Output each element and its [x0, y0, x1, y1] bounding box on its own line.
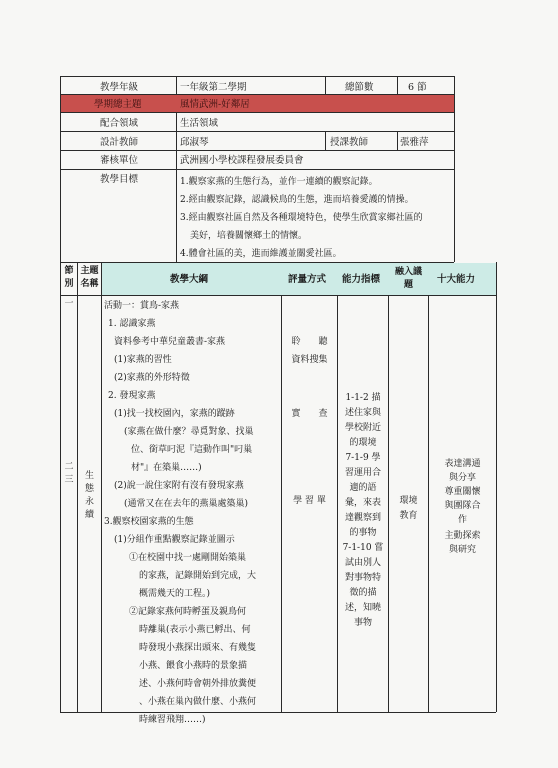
- periods-label: 總節數: [345, 82, 374, 93]
- outline-line: 小燕、餵食小燕時的景象描: [139, 661, 248, 671]
- outline-line: (2)家燕的外形特徵: [114, 373, 190, 383]
- teacher-value: 張雅萍: [400, 137, 429, 148]
- outline-line: (通常又在在去年的燕巢處築巢): [124, 499, 249, 509]
- periods-value: 6 節: [408, 82, 427, 93]
- assessment-worksheet: 學 習 單: [293, 496, 326, 506]
- ability-line: 尊重關懷: [444, 487, 481, 497]
- goal-item: 3.經由觀察社區自然及各種環境特色，使學生欣賞家鄉社區的: [180, 213, 423, 223]
- designer-label: 設計教師: [100, 137, 139, 148]
- indicator-line: 1-1-2 描: [345, 393, 381, 403]
- topic-name: 生 態 永 續: [84, 471, 94, 520]
- grade-value: 一年級第二學期: [180, 82, 247, 93]
- outline-line: 述、小燕何時會朝外排放糞便: [139, 679, 257, 689]
- ability-line: 表達溝通: [444, 459, 481, 469]
- assessment-listen: 聆 聽: [291, 337, 328, 347]
- week-top: 一: [64, 299, 74, 309]
- header-indicators: 能力指標: [342, 274, 381, 285]
- indicator-line: 對事物特: [344, 573, 381, 583]
- outline-line: 時練習飛翔……): [139, 715, 206, 725]
- goals-label: 教學目標: [100, 174, 139, 185]
- indicator-line: 的事物: [349, 528, 377, 538]
- indicator-line: 事物: [353, 618, 372, 628]
- header-outline: 教學大綱: [170, 274, 209, 285]
- assessment-inspect: 實 查: [291, 409, 328, 419]
- outline-line: 材"』在築巢……): [131, 463, 202, 473]
- assessment-collect: 資料搜集: [291, 355, 328, 365]
- ability-line: 作: [457, 515, 467, 525]
- theme-value: 風情武洲-好鄰居: [180, 99, 250, 110]
- header-assessment: 評量方式: [288, 274, 327, 285]
- indicator-line: 習運用合: [344, 468, 381, 478]
- header-integration: 融入議 題: [394, 267, 422, 290]
- outline-line: (1)找一找校園內，家燕的蹤跡: [114, 409, 235, 419]
- outline-line: 2. 發現家燕: [108, 391, 156, 401]
- indicator-line: 彙，來表: [344, 498, 381, 508]
- outline-line: ①在校園中找一處剛開始築巢: [129, 553, 247, 563]
- indicator-line: 試由別人: [344, 558, 381, 568]
- ability-line: 主動探索: [444, 531, 481, 541]
- indicator-line: 學校附近: [344, 423, 381, 433]
- ability-line: 與分享: [448, 473, 476, 483]
- indicator-line: 的環境: [349, 438, 377, 448]
- ability-line: 與研究: [448, 545, 476, 555]
- review-value: 武洲國小學校課程發展委員會: [180, 155, 304, 166]
- outline-line: 1. 認識家燕: [108, 319, 156, 329]
- outline-line: 時離巢(表示小燕已孵出、何: [139, 625, 251, 635]
- indicator-line: 徵的描: [349, 588, 377, 598]
- header-topic: 主題 名稱: [80, 266, 99, 289]
- grade-label: 教學年級: [100, 82, 139, 93]
- outline-line: (家燕在做什麼？尋覓對象、找巢: [124, 427, 254, 437]
- goal-item: 2.經由觀察記錄，認識候鳥的生態，進而培養愛護的情操。: [180, 195, 414, 205]
- domain-value: 生活領域: [180, 118, 219, 129]
- goal-item: 4.體會社區的美，進而維護並關愛社區。: [180, 249, 342, 259]
- outline-line: 位、銜草叼泥『這動作叫"叼巢: [131, 445, 253, 455]
- goal-item: 美好，培養關懷鄉土的情懷。: [190, 231, 308, 241]
- outline-line: (1)分組作重點觀察記錄並圖示: [114, 535, 235, 545]
- review-label: 審核單位: [100, 155, 139, 166]
- outline-line: 活動一：賞鳥-家燕: [104, 301, 180, 311]
- domain-label: 配合領域: [100, 118, 139, 129]
- indicator-line: 述住家與: [344, 408, 381, 418]
- outline-line: 資料參考中華兒童叢書-家燕: [114, 337, 226, 347]
- indicator-line: 適的語: [349, 483, 377, 493]
- outline-line: ②記錄家燕何時孵蛋及親鳥何: [129, 607, 247, 617]
- outline-line: (2)說一說住家附有沒有發現家燕: [114, 481, 244, 491]
- indicator-line: 7-1-9 學: [345, 453, 381, 463]
- ability-line: 與團隊合: [444, 501, 481, 511]
- integration-topic: 環境 教育: [399, 496, 418, 521]
- outline-line: (1)家燕的習性: [114, 355, 172, 365]
- outline-line: 、小燕在巢內做什麼、小燕何: [139, 697, 257, 707]
- theme-label: 學期總主題: [94, 99, 142, 110]
- goal-item: 1.觀察家燕的生態行為，並作一連續的觀察記錄。: [180, 177, 378, 187]
- outline-line: 概需幾天的工程。): [139, 589, 211, 599]
- outline-line: 的家燕，記錄開始到完成，大: [139, 571, 257, 581]
- outline-line: 時發現小燕探出頭來、有幾隻: [139, 643, 257, 653]
- indicator-line: 述，知曉: [344, 603, 381, 613]
- teacher-label: 授課教師: [330, 137, 369, 148]
- designer-value: 邱淑琴: [180, 137, 209, 148]
- outline-line: 3.觀察校園家燕的生態: [104, 517, 194, 527]
- indicator-line: 7-1-10 嘗: [342, 543, 384, 553]
- indicator-line: 達觀察到: [344, 513, 381, 523]
- header-ten-abilities: 十大能力: [437, 274, 476, 285]
- header-week: 節 別: [64, 266, 74, 289]
- week-mid: 二 三: [64, 462, 74, 485]
